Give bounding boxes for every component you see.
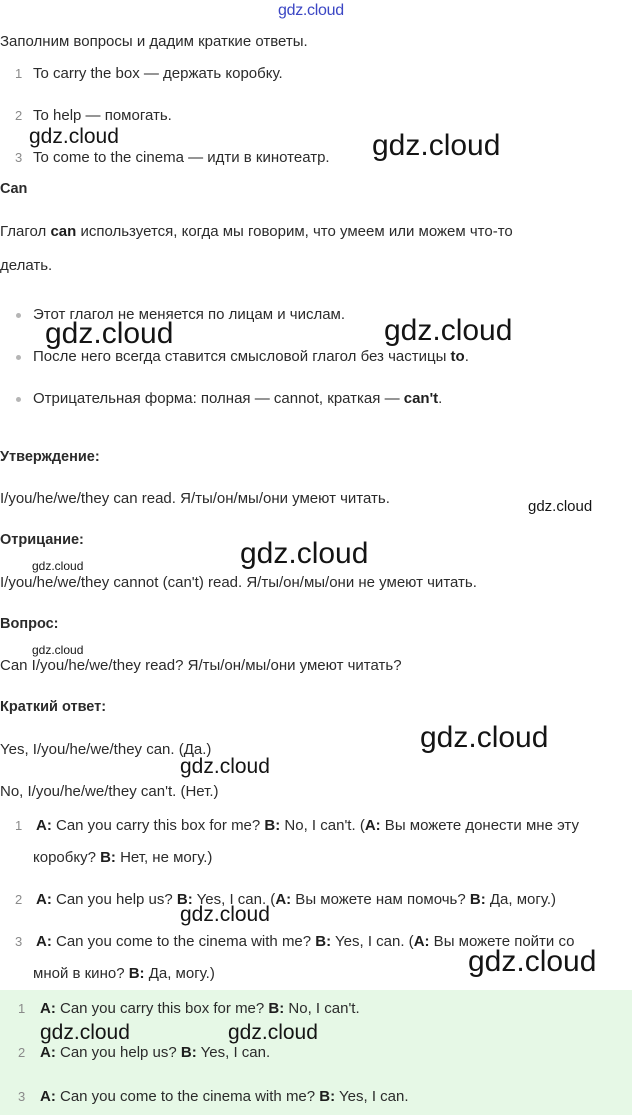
answer-number: 1: [18, 1001, 26, 1016]
answer-line: A: Can you help us? B: Yes, I can.: [40, 1044, 271, 1061]
watermark: gdz.cloud: [420, 721, 549, 754]
bullet-item: После него всегда ставится смысловой глагол без частицы to.: [33, 348, 469, 365]
watermark: gdz.cloud: [32, 643, 84, 657]
negation-heading: Отрицание:: [0, 532, 84, 548]
can-paragraph-line1: Глагол can используется, когда мы говорим, что умеем или можем что-то: [0, 223, 513, 240]
list-item: To help — помогать.: [33, 107, 172, 124]
bullet-item: Отрицательная форма: полная — cannot, краткая — can't.: [33, 390, 443, 407]
watermark: gdz.cloud: [468, 945, 597, 978]
watermark: gdz.cloud: [528, 498, 593, 515]
short-answer-yes: Yes, I/you/he/we/they can. (Да.): [0, 741, 212, 758]
dialogue-line-cont: коробку? B: Нет, не могу.): [33, 849, 213, 866]
dialogue-line: A: Can you come to the cinema with me? B: Yes, I can. (A: Вы можете пойти со: [36, 933, 575, 950]
watermark: gdz.cloud: [45, 317, 174, 350]
section-heading-can: Can: [0, 181, 28, 197]
dialogue-number: 3: [15, 934, 23, 949]
watermark: gdz.cloud: [180, 755, 270, 778]
watermark: gdz.cloud: [29, 125, 119, 148]
can-paragraph-line2: делать.: [0, 257, 53, 274]
negation-text: I/you/he/we/they cannot (can't) read. Я/ты/он/мы/они не умеют читать.: [0, 574, 477, 591]
dialogue-line: A: Can you help us? B: Yes, I can. (A: Вы можете нам помочь? B: Да, могу.): [36, 891, 556, 908]
question-text: Can I/you/he/we/they read? Я/ты/он/мы/они умеют читать?: [0, 657, 402, 674]
list-number: 2: [15, 108, 23, 123]
question-heading: Вопрос:: [0, 616, 59, 632]
dialogue-line: A: Can you carry this box for me? B: No, I can't. (A: Вы можете донести мне эту: [36, 817, 579, 834]
list-item: To carry the box — держать коробку.: [33, 65, 283, 82]
watermark: gdz.cloud: [32, 559, 84, 573]
list-item: To come to the cinema — идти в кинотеатр.: [33, 149, 330, 166]
watermark: gdz.cloud: [40, 1021, 130, 1044]
answer-number: 2: [18, 1045, 26, 1060]
answer-line: A: Can you carry this box for me? B: No, I can't.: [40, 1000, 360, 1017]
list-number: 3: [15, 150, 23, 165]
bullet-dot: [16, 313, 21, 318]
dialogue-line-cont: мной в кино? B: Да, могу.): [33, 965, 215, 982]
short-answer-heading: Краткий ответ:: [0, 699, 107, 715]
list-number: 1: [15, 66, 23, 81]
dialogue-number: 2: [15, 892, 23, 907]
watermark-top: gdz.cloud: [278, 2, 344, 19]
watermark: gdz.cloud: [180, 903, 270, 926]
bullet-item: Этот глагол не меняется по лицам и числам.: [33, 306, 346, 323]
watermark: gdz.cloud: [228, 1021, 318, 1044]
bullet-dot: [16, 355, 21, 360]
dialogue-number: 1: [15, 818, 23, 833]
watermark: gdz.cloud: [240, 537, 369, 570]
intro-text: Заполним вопросы и дадим краткие ответы.: [0, 33, 308, 50]
watermark: gdz.cloud: [384, 314, 513, 347]
bullet-dot: [16, 397, 21, 402]
affirm-heading: Утверждение:: [0, 449, 100, 465]
answer-line: A: Can you come to the cinema with me? B: Yes, I can.: [40, 1088, 409, 1105]
short-answer-no: No, I/you/he/we/they can't. (Нет.): [0, 783, 219, 800]
answer-number: 3: [18, 1089, 26, 1104]
watermark: gdz.cloud: [372, 129, 501, 162]
affirm-text: I/you/he/we/they can read. Я/ты/он/мы/они умеют читать.: [0, 490, 390, 507]
